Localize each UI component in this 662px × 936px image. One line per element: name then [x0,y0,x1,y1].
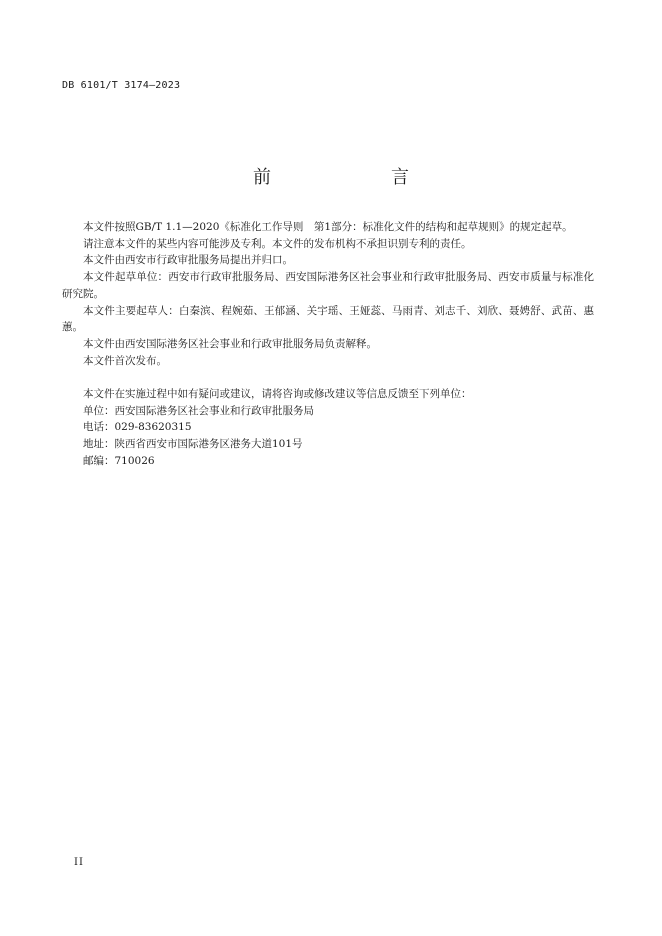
contact-address: 地址：陕西省西安市国际港务区港务大道101号 [83,438,303,451]
paragraph-interpretation: 本文件由西安国际港务区社会事业和行政审批服务局负责解释。 [83,337,377,350]
contact-unit: 单位：西安国际港务区社会事业和行政审批服务局 [83,404,314,417]
paragraph-drafters: 本文件主要起草人：白秦滨、程婉茹、王郁涵、关宇瑶、王娅蕊、马雨青、刘志千、刘欣、聂娉舒、武苗、惠蕙。 [62,304,594,334]
page-number: II [74,857,84,868]
paragraph-drafting-rules: 本文件按照GB/T 1.1—2020《标准化工作导则 第1部分：标准化文件的结构和起草规则》的规定起草。 [83,221,573,233]
paragraph-patent-notice: 请注意本文件的某些内容可能涉及专利。本文件的发布机构不承担识别专利的责任。 [83,237,472,250]
contact-phone: 电话：029-83620315 [83,421,192,434]
document-code: DB 6101/T 3174—2023 [62,80,181,91]
contact-postcode: 邮编：710026 [83,454,155,467]
paragraph-first-release: 本文件首次发布。 [83,354,167,367]
foreword-body [62,219,594,470]
paragraph-drafting-units: 本文件起草单位：西安市行政审批服务局、西安国际港务区社会事业和行政审批服务局、西安市质量与标准化研究院。 [62,271,594,300]
paragraph-proposer: 本文件由西安市行政审批服务局提出并归口。 [83,254,293,267]
spacer [62,369,594,386]
page-title: 前 言 [253,167,437,188]
contact-intro: 本文件在实施过程中如有疑问或建议，请将咨询或修改建议等信息反馈至下列单位： [83,388,472,401]
